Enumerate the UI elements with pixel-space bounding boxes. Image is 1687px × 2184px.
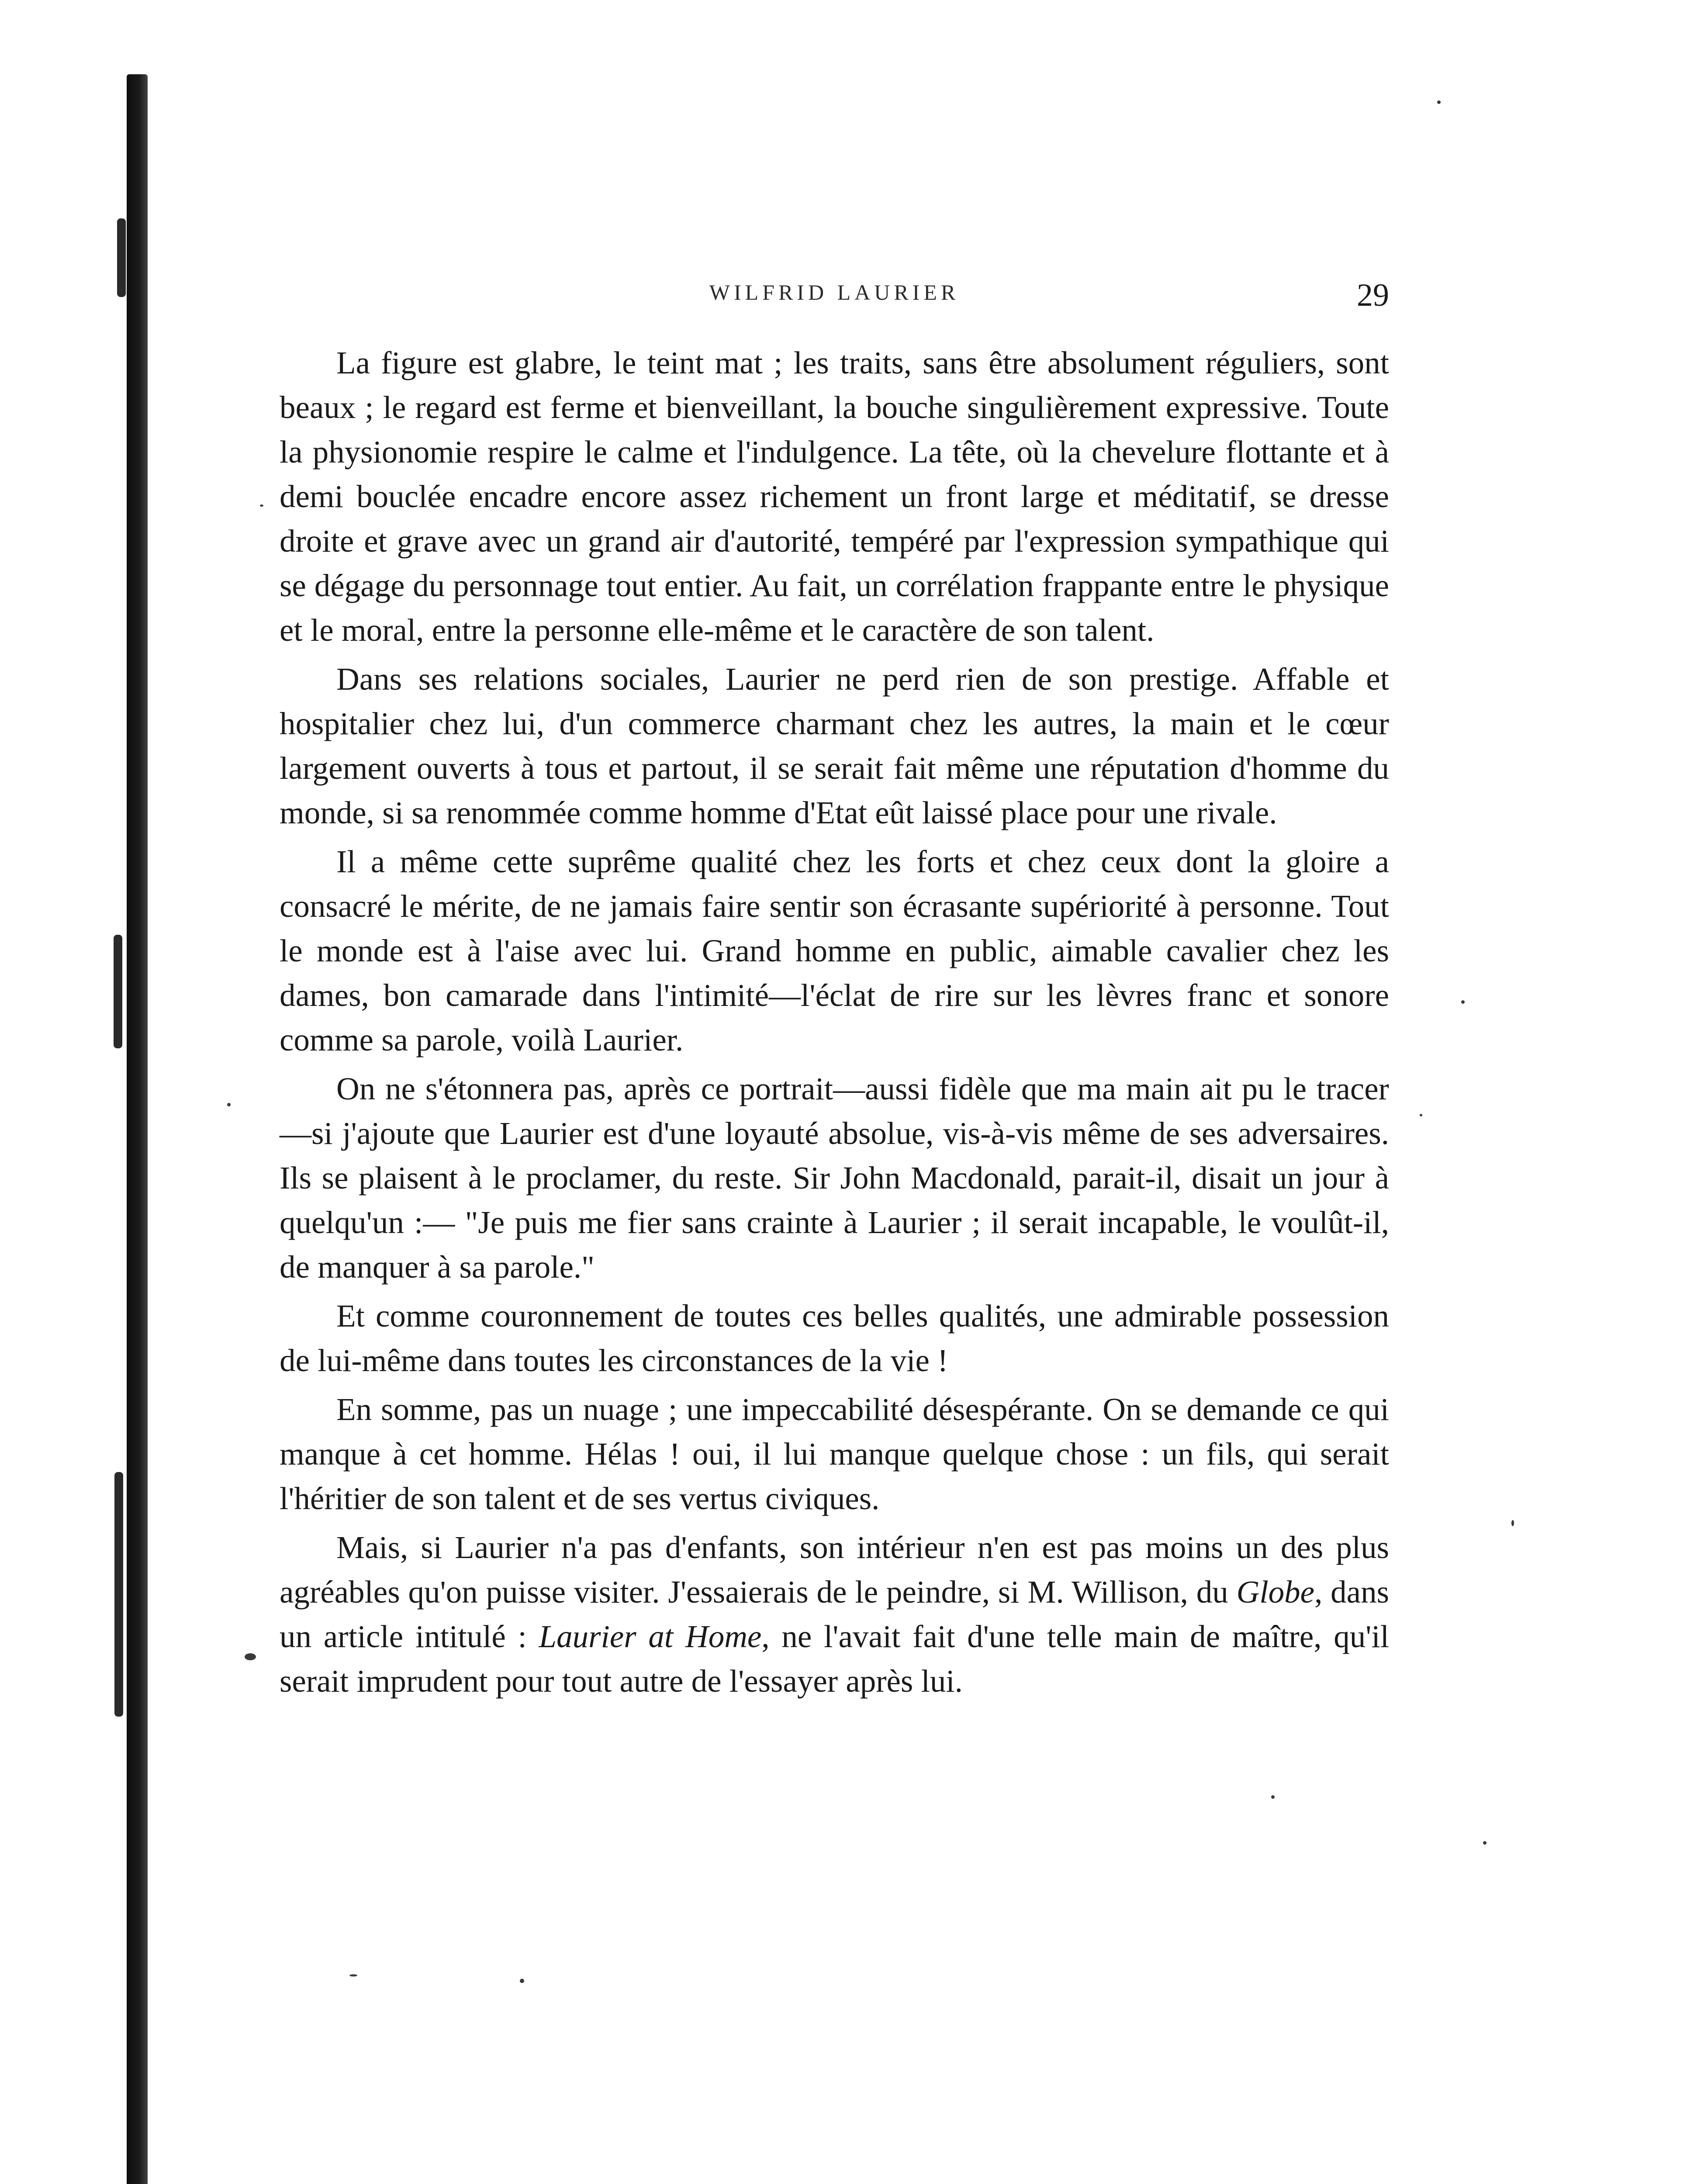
paragraph: [280, 1525, 1389, 1704]
page-number: 29: [1357, 277, 1389, 313]
scan-speck: [520, 1979, 524, 1983]
scan-speck: [1461, 1000, 1465, 1004]
binding-fray-mark: [114, 1472, 123, 1717]
text-run: , ne l'avait fait d'une telle main de maître, qu'il serait imprudent pour tout autre de l'essayer après lui.: [280, 1619, 1390, 1699]
running-title: WILFRID LAURIER: [709, 280, 960, 304]
book-binding-edge: [127, 74, 148, 2184]
text-run: , dans un article intitulé :: [280, 1574, 1389, 1654]
article-title: Laurier at Home: [539, 1619, 762, 1654]
scan-speck: [227, 1103, 231, 1106]
paragraph: Il a même cette suprême qualité chez les forts et chez ceux dont la gloire a consacré le mérite, de ne jamais faire sentir son écrasante supériorité à personne. Tout le monde est à l'aise avec lui. Grand homme en public, aimable cavalier chez les dames, bon camarade dans l'intimité—l'éclat de rire sur les lèvres franc et sonore comme sa parole, voilà Laurier.: [280, 844, 1389, 1057]
body-text: [280, 341, 1389, 1708]
scan-speck: [1437, 100, 1441, 104]
text-run: Mais, si Laurier n'a pas d'enfants, son intérieur n'en est pas moins un des plus agréables qu'on puisse visiter. J'essaierais de le peindre, si M. Willison, du: [280, 1530, 1389, 1610]
newspaper-title: Globe: [1236, 1574, 1315, 1610]
scan-speck: [1483, 1841, 1486, 1845]
scan-speck: [245, 1653, 256, 1660]
binding-fray-mark: [114, 935, 122, 1048]
running-head: [280, 277, 1389, 314]
paragraph: On ne s'étonnera pas, après ce portrait—aussi fidèle que ma main ait pu le tracer—si j'ajoute que Laurier est d'une loyauté absolue, vis-à-vis même de ses adversaires. Ils se plaisent à le proclamer, du reste. Sir John Macdonald, parait-il, disait un jour à quelqu'un :— "Je puis me fier sans crainte à Laurier ; il serait incapable, le voulût-il, de manquer à sa parole.": [280, 1071, 1389, 1285]
paragraph: Dans ses relations sociales, Laurier ne perd rien de son prestige. Affable et hospitalier chez lui, d'un commerce charmant chez les autres, la main et le cœur largement ouverts à tous et partout, il se serait fait même une réputation d'homme du monde, si sa renommée comme homme d'Etat eût laissé place pour une rivale.: [280, 661, 1389, 830]
paragraph: En somme, pas un nuage ; une impeccabilité désespérante. On se demande ce qui manque à cet homme. Hélas ! oui, il lui manque quelque chose : un fils, qui serait l'héritier de son talent et de ses vertus civiques.: [280, 1392, 1389, 1516]
scan-speck: [1511, 1520, 1514, 1526]
paragraph: La figure est glabre, le teint mat ; les traits, sans être absolument réguliers, sont beaux ; le regard est ferme et bienveillant, la bouche singulièrement expressive. Toute la physionomie respire le calme et l'indulgence. La tête, où la chevelure flottante et à demi bouclée encadre encore assez richement un front large et méditatif, se dresse droite et grave avec un grand air d'autorité, tempéré par l'expression sympathique qui se dégage du personnage tout entier. Au fait, un corrélation frappante entre le physique et le moral, entre la personne elle-même et le caractère de son talent.: [280, 345, 1389, 648]
scan-speck: [1271, 1795, 1275, 1799]
binding-fray-mark: [117, 218, 126, 297]
scan-speck: [1420, 1114, 1422, 1116]
paragraph: Et comme couronnement de toutes ces belles qualités, une admirable possession de lui-même dans toutes les circonstances de la vie !: [280, 1298, 1389, 1378]
scan-speck: [349, 1974, 357, 1977]
scan-speck: [260, 505, 263, 507]
